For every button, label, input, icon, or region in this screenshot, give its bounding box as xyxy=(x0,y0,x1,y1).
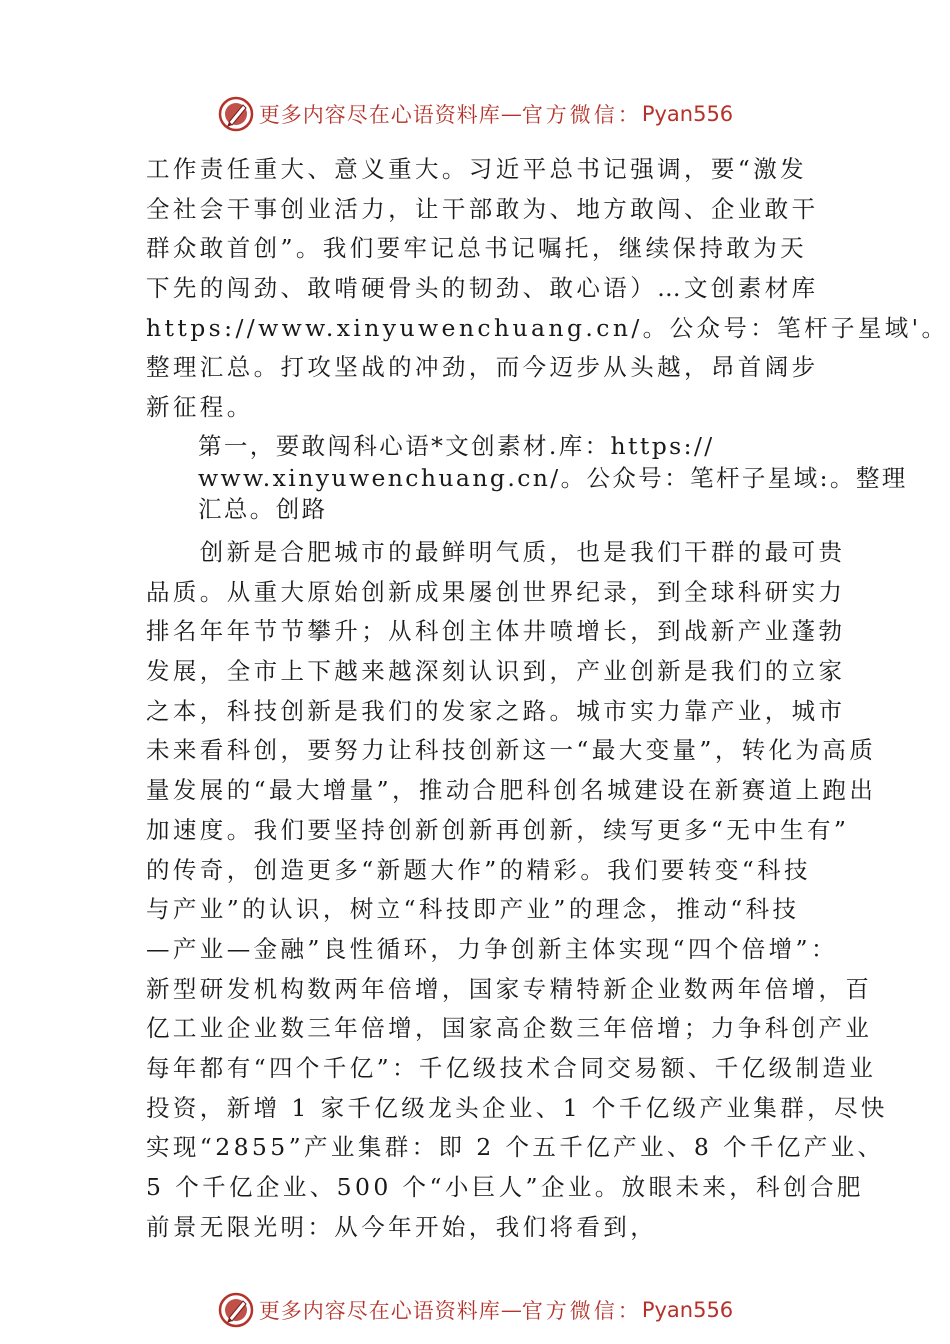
text-line: 亿工业企业数三年倍增，国家高企数三年倍增；力争科创产业 xyxy=(146,1014,873,1043)
banner-title: 更多内容尽在心语资料库 xyxy=(258,103,501,127)
text-line: 之本，科技创新是我们的发家之路。城市实力靠产业，城市 xyxy=(146,696,846,725)
header-banner xyxy=(0,94,950,134)
text-line: 工作责任重大、意义重大。习近平总书记强调，要“激发 xyxy=(146,155,808,183)
banner-title: 更多内容尽在心语资料库 xyxy=(258,1299,501,1323)
banner-tag: 官方微信： xyxy=(521,1299,642,1323)
section-heading xyxy=(198,430,908,525)
paragraph-innovation xyxy=(146,533,888,1247)
banner-account: Pyan556 xyxy=(641,1298,734,1322)
text-line: 每年都有“四个千亿”：千亿级技术合同交易额、千亿级制造业 xyxy=(146,1053,877,1082)
text-line: 整理汇总。打攻坚战的冲劲，而今迈步从头越，昂首阔步 xyxy=(146,353,819,382)
banner-separator: — xyxy=(500,1298,522,1322)
heading-line: www.xinyuwenchuang.cn/。公众号：笔杆子星域:。整理 xyxy=(198,463,908,492)
paragraph-intro xyxy=(146,150,949,428)
text-line: 的传奇，创造更多“新题大作”的精彩。我们要转变“科技 xyxy=(146,855,811,884)
pen-logo-icon xyxy=(217,95,255,133)
text-line: 未来看科创，要努力让科技创新这一“最大变量”，转化为高质 xyxy=(146,736,877,765)
text-line: 群众敢首创”。我们要牢记总书记嘱托，继续保持敢为天 xyxy=(146,234,808,263)
heading-line: 汇总。创路 xyxy=(198,495,328,523)
pen-logo-icon xyxy=(217,1291,255,1329)
banner-account: Pyan556 xyxy=(641,102,734,126)
footer-banner xyxy=(0,1290,950,1330)
text-line: 加速度。我们要坚持创新创新再创新，续写更多“无中生有” xyxy=(146,815,850,844)
text-line: 发展，全市上下越来越深刻认识到，产业创新是我们的立家 xyxy=(146,657,846,686)
banner-separator: — xyxy=(500,102,522,126)
text-line: 下先的闯劲、敢啃硬骨头的韧劲、敢心语）…文创素材库 xyxy=(146,274,819,303)
text-line: 排名年年节节攀升；从科创主体井喷增长，到战新产业蓬勃 xyxy=(146,617,846,646)
text-line: 实现“2855”产业集群：即 2 个五千亿产业、8 个千亿产业、 xyxy=(146,1133,885,1162)
text-line: 与产业”的认识，树立“科技即产业”的理念，推动“科技 xyxy=(146,895,800,924)
text-line: 新征程。 xyxy=(146,393,254,422)
text-line: 量发展的“最大增量”，推动合肥科创名城建设在新赛道上跑出 xyxy=(146,776,877,805)
text-line: 创新是合肥城市的最鲜明气质，也是我们干群的最可贵 xyxy=(146,538,846,566)
text-line: 全社会干事创业活力，让干部敢为、地方敢闯、企业敢干 xyxy=(146,194,819,223)
text-line: 投资，新增 1 家千亿级龙头企业、1 个千亿级产业集群，尽快 xyxy=(146,1093,888,1122)
banner-tag: 官方微信： xyxy=(521,103,642,127)
heading-line: 第一，要敢闯科心语*文创素材.库：https:// xyxy=(198,432,715,460)
text-line: —产业—金融”良性循环，力争创新主体实现“四个倍增”： xyxy=(146,934,838,963)
text-line: https://www.xinyuwenchuang.cn/。公众号：笔杆子星域'。 xyxy=(146,313,949,342)
text-line: 5 个千亿企业、500 个“小巨人”企业。放眼未来，科创合肥 xyxy=(146,1173,864,1201)
text-line: 前景无限光明：从今年开始，我们将看到， xyxy=(146,1212,658,1241)
text-line: 新型研发机构数两年倍增，国家专精特新企业数两年倍增，百 xyxy=(146,974,873,1003)
text-line: 品质。从重大原始创新成果屡创世界纪录，到全球科研实力 xyxy=(146,577,846,606)
